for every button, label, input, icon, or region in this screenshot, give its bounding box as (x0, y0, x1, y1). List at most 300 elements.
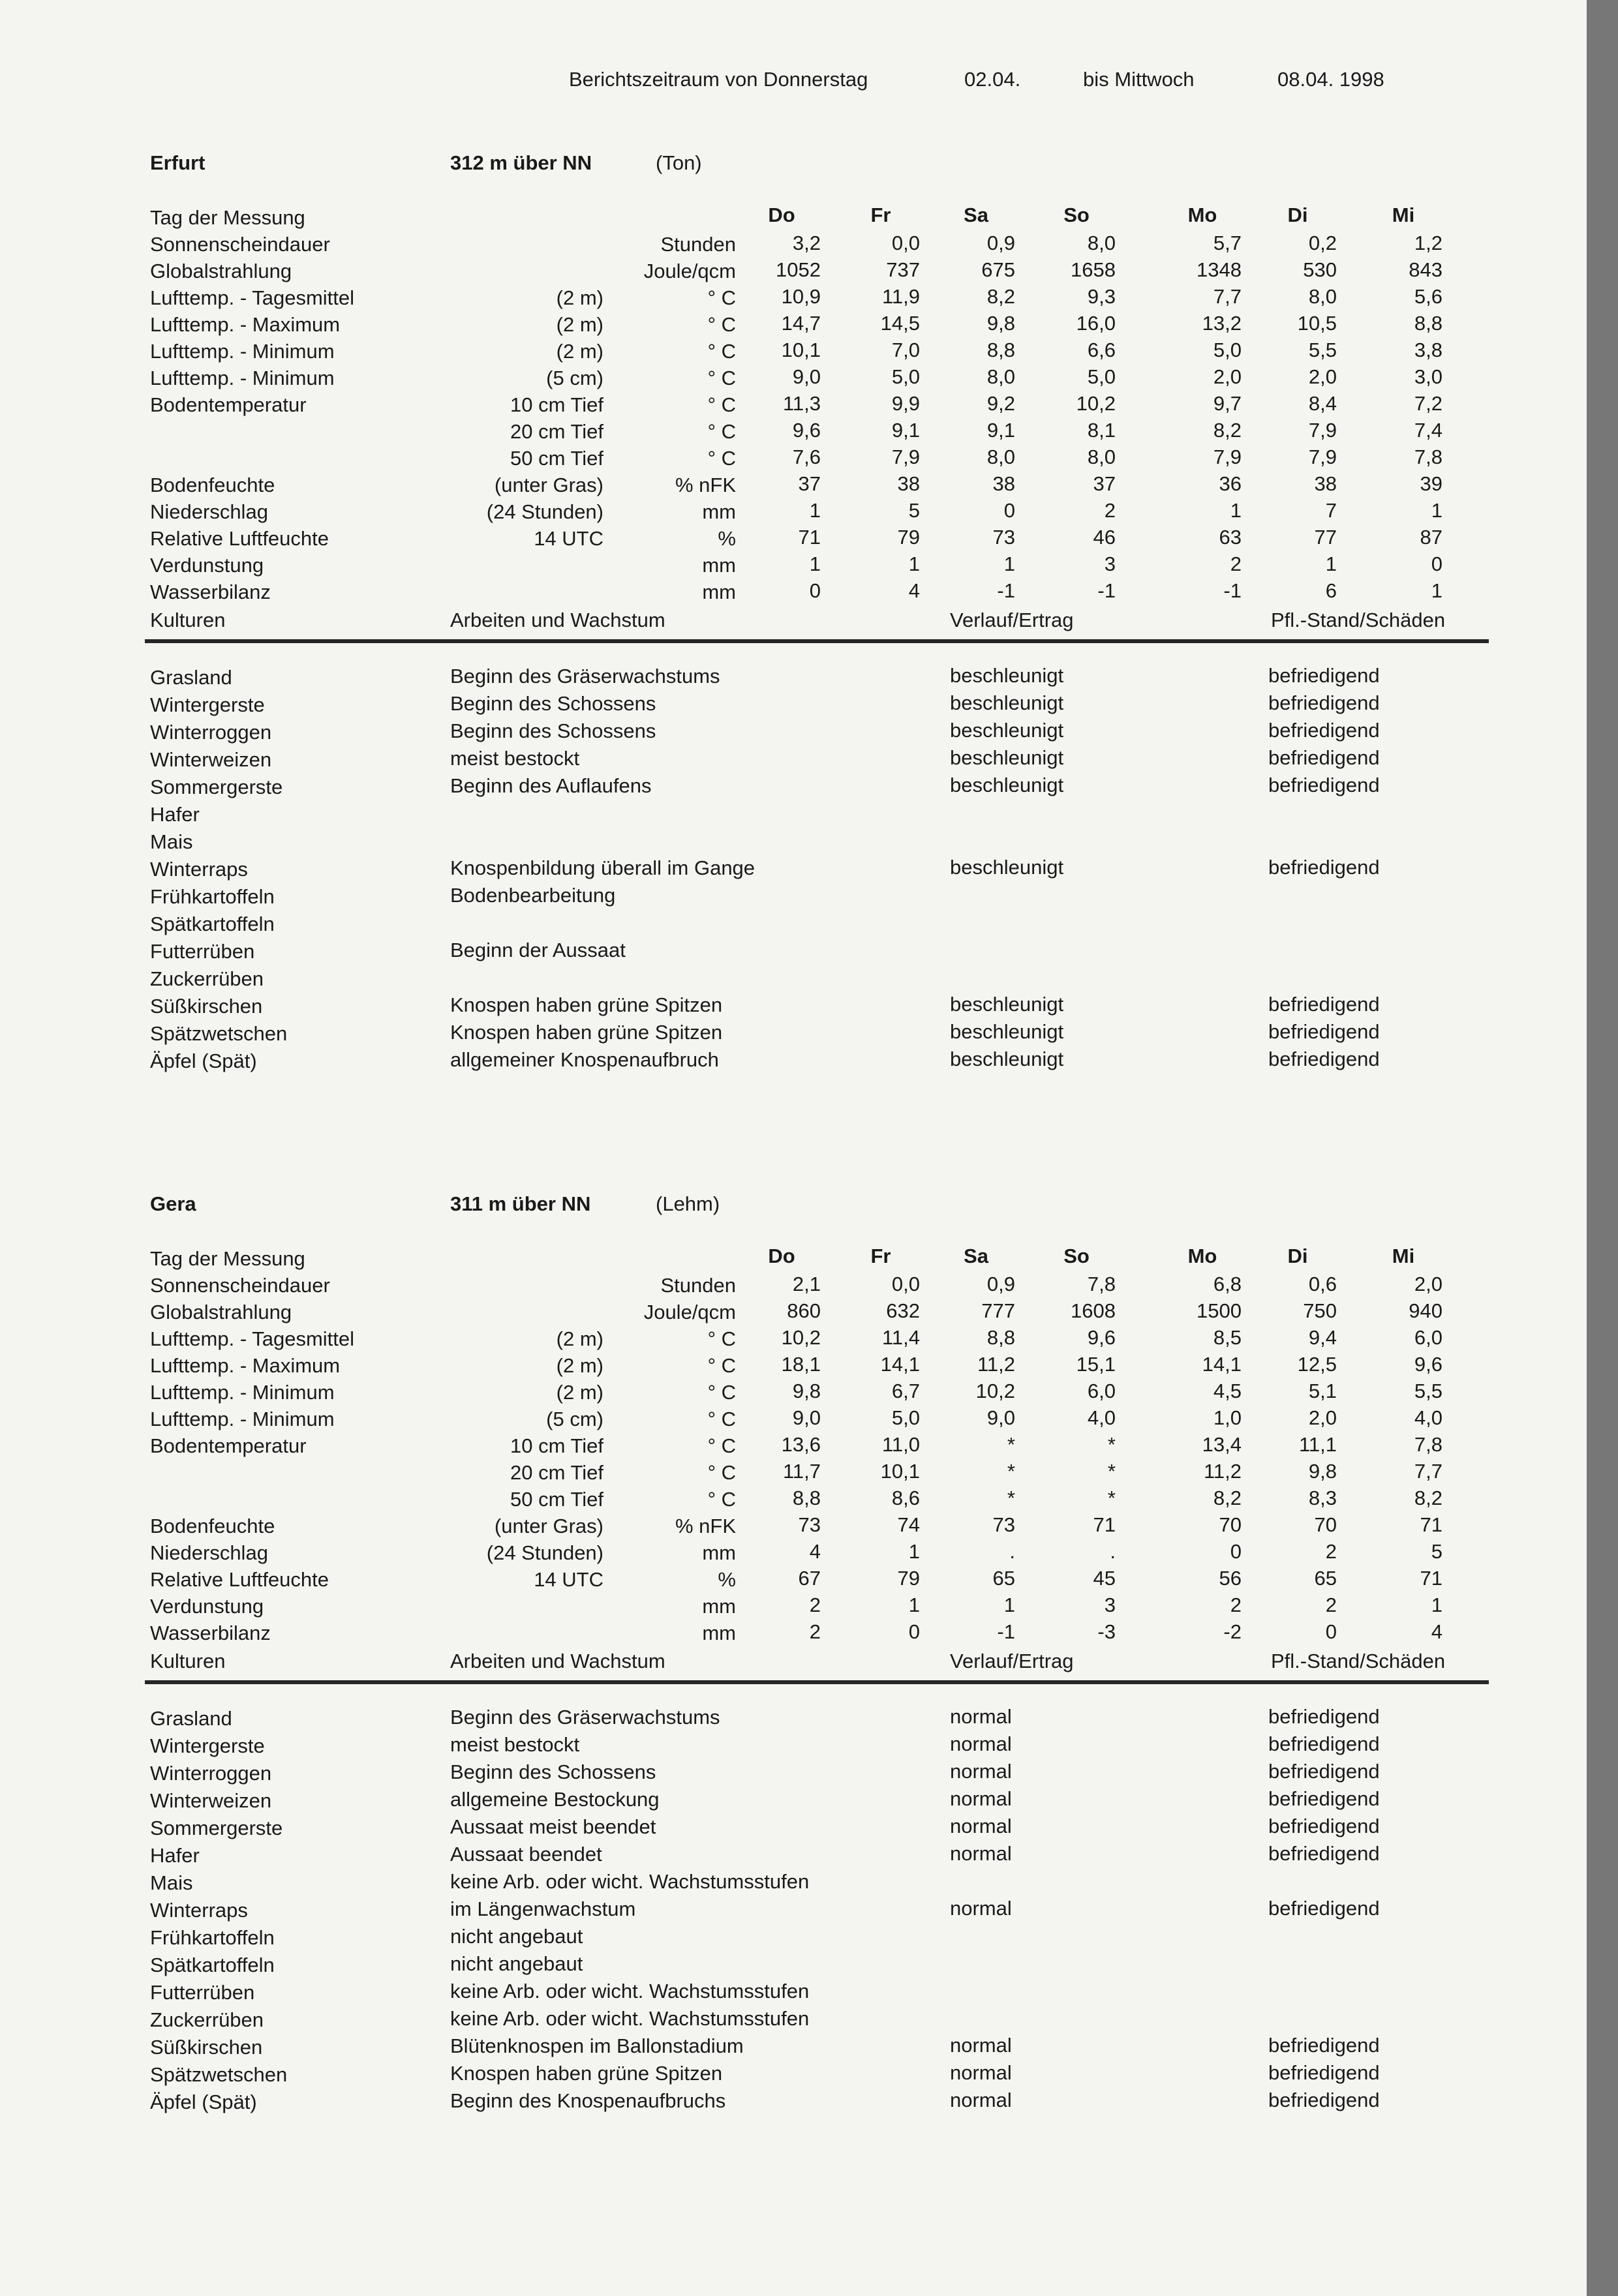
crop-row-trend: normal (950, 1760, 1012, 1783)
weather-value: 8,6 (891, 1487, 920, 1509)
weather-value: 65 (1314, 1567, 1337, 1590)
weather-value: 6,8 (1213, 1273, 1242, 1295)
weather-value: 0,9 (986, 1273, 1015, 1295)
weather-value: 1 (908, 1540, 920, 1563)
crop-row-trend: beschleunigt (950, 746, 1064, 769)
weather-value: 1,2 (1414, 232, 1442, 254)
weather-value: 9,6 (1414, 1353, 1442, 1376)
weather-value: 11,0 (881, 1433, 920, 1456)
crop-row-state: befriedigend (1268, 1020, 1380, 1043)
crop-row-name: Zuckerrüben (150, 967, 264, 990)
day-header-di: Di (1287, 1245, 1308, 1267)
weather-detail: (2 m) (556, 1327, 603, 1350)
weather-value: 1 (1003, 1594, 1015, 1616)
weather-value: 11,2 (1203, 1460, 1242, 1483)
weather-label: Globalstrahlung (150, 260, 292, 282)
crop-row-trend: normal (950, 1815, 1012, 1837)
kulturen-header-state: Pfl.-Stand/Schäden (1271, 1650, 1446, 1672)
weather-detail: 14 UTC (534, 1568, 603, 1591)
weather-value: 63 (1219, 526, 1242, 549)
weather-value: 38 (1314, 472, 1337, 495)
weather-detail: (5 cm) (546, 1408, 603, 1430)
day-header-di: Di (1287, 204, 1308, 226)
weather-value: 9,1 (891, 419, 920, 442)
crop-row-work: Bodenbearbeitung (450, 884, 616, 907)
weather-label: Relative Luftfeuchte (150, 1568, 329, 1591)
weather-value: 750 (1303, 1299, 1337, 1322)
crop-row-name: Winterroggen (150, 1762, 272, 1785)
weather-value: 1 (1003, 552, 1015, 575)
crop-row-work: Knospen haben grüne Spitzen (450, 1021, 723, 1044)
crop-row-work: meist bestockt (450, 747, 580, 770)
weather-value: 8,4 (1308, 392, 1337, 415)
weather-value: 11,3 (782, 392, 821, 415)
weather-value: 1348 (1197, 258, 1242, 281)
kulturen-header-crop: Kulturen (150, 1650, 226, 1672)
crop-row-work: Beginn des Schossens (450, 692, 656, 715)
weather-value: -1 (1223, 579, 1242, 602)
weather-value: 45 (1093, 1567, 1116, 1590)
weather-label: Verdunstung (150, 1595, 264, 1618)
weather-value: 13,4 (1202, 1433, 1242, 1456)
weather-value: 73 (798, 1513, 821, 1536)
crop-row-trend: normal (950, 2089, 1012, 2111)
weather-value: 1500 (1197, 1299, 1242, 1322)
weather-value: 2,0 (1308, 365, 1337, 388)
weather-detail: (24 Stunden) (486, 1541, 603, 1564)
weather-value: 46 (1093, 526, 1116, 549)
weather-value: 8,0 (1087, 446, 1116, 468)
crop-row-work: nicht angebaut (450, 1952, 583, 1975)
weather-value: 0,2 (1308, 232, 1337, 254)
day-header-fr: Fr (870, 204, 891, 226)
crop-row-name: Futterrüben (150, 1981, 255, 2004)
weather-unit: % nFK (675, 474, 736, 496)
weather-value: 9,3 (1087, 285, 1116, 308)
weather-value: 71 (798, 526, 821, 549)
weather-value: 2 (1230, 552, 1242, 575)
weather-value: 1608 (1071, 1299, 1116, 1322)
weather-value: -1 (997, 579, 1015, 602)
weather-unit: ° C (707, 1381, 736, 1404)
weather-value: 9,0 (986, 1406, 1015, 1429)
weather-detail: 50 cm Tief (510, 447, 603, 470)
crop-row-name: Süßkirschen (150, 2036, 263, 2059)
crop-row-work: Aussaat beendet (450, 1843, 602, 1865)
weather-unit: ° C (707, 393, 736, 416)
weather-label: Wasserbilanz (150, 581, 271, 603)
weather-value: 8,0 (1087, 232, 1116, 254)
weather-value: 1 (908, 1594, 920, 1616)
weather-value: 36 (1219, 472, 1242, 495)
crop-row-name: Süßkirschen (150, 995, 263, 1018)
crop-row-work: Beginn des Schossens (450, 719, 656, 742)
weather-value: 15,1 (1076, 1353, 1116, 1376)
crop-row-state: befriedigend (1268, 1705, 1380, 1728)
weather-value: 6,0 (1414, 1326, 1442, 1349)
weather-value: 73 (992, 1513, 1015, 1536)
weather-value: 9,9 (891, 392, 920, 415)
day-header-sa: Sa (964, 1245, 988, 1267)
weather-unit: mm (702, 581, 736, 603)
weather-value: 9,8 (986, 312, 1015, 335)
weather-value: 0,0 (891, 1273, 920, 1295)
weather-value: 13,2 (1202, 312, 1242, 335)
kulturen-header-trend: Verlauf/Ertrag (950, 609, 1074, 631)
weather-value: 1 (809, 499, 821, 522)
weather-value: * (1007, 1433, 1015, 1456)
crop-row-work: Knospen haben grüne Spitzen (450, 993, 723, 1016)
weather-label: Lufttemp. - Tagesmittel (150, 1327, 355, 1350)
weather-value: 56 (1219, 1567, 1242, 1590)
weather-value: 11,9 (881, 285, 920, 308)
crop-row-name: Spätzwetschen (150, 2063, 288, 2086)
kulturen-header-work: Arbeiten und Wachstum (450, 609, 665, 631)
weather-unit: ° C (707, 1488, 736, 1511)
weather-value: 14,5 (880, 312, 920, 335)
crop-row-name: Spätkartoffeln (150, 1954, 275, 1976)
weather-value: 71 (1093, 1513, 1116, 1536)
weather-value: 8,2 (1414, 1487, 1442, 1509)
weather-label: Lufttemp. - Maximum (150, 1354, 341, 1377)
crop-row-trend: normal (950, 1842, 1012, 1865)
station-soil: (Ton) (656, 151, 702, 174)
weather-value: 0,9 (986, 232, 1015, 254)
section-divider (145, 1680, 1489, 1684)
weather-value: 11,1 (1298, 1433, 1337, 1456)
crop-row-work: Beginn des Gräserwachstums (450, 665, 720, 687)
weather-value: 0 (908, 1620, 920, 1643)
station-elevation: 311 m über NN (450, 1192, 591, 1215)
weather-value: 2,0 (1414, 1273, 1442, 1295)
weather-value: 9,1 (986, 419, 1015, 442)
crop-row-state: befriedigend (1268, 746, 1380, 769)
weather-label: Relative Luftfeuchte (150, 527, 329, 550)
crop-row-name: Winterweizen (150, 748, 272, 771)
crop-row-work: Beginn des Knospenaufbruchs (450, 2089, 726, 2112)
weather-value: 7,9 (1308, 446, 1337, 468)
weather-value: 10,2 (975, 1380, 1015, 1402)
weather-value: 9,8 (1308, 1460, 1337, 1483)
crop-row-state: befriedigend (1268, 1760, 1380, 1783)
weather-value: 1 (1325, 552, 1337, 575)
weather-value: 87 (1420, 526, 1442, 549)
crop-row-trend: beschleunigt (950, 993, 1064, 1016)
crop-row-trend: beschleunigt (950, 664, 1064, 687)
weather-unit: % nFK (675, 1515, 736, 1537)
weather-value: 38 (992, 472, 1015, 495)
weather-detail: (2 m) (556, 1354, 603, 1377)
weather-label: Niederschlag (150, 500, 268, 523)
weather-value: 10,2 (781, 1326, 821, 1349)
crop-row-name: Wintergerste (150, 1734, 265, 1757)
weather-unit: mm (702, 500, 736, 523)
crop-row-trend: beschleunigt (950, 856, 1064, 879)
weather-value: -2 (1223, 1620, 1242, 1643)
kulturen-header-trend: Verlauf/Ertrag (950, 1650, 1074, 1672)
weather-label: Sonnenscheindauer (150, 1274, 330, 1297)
crop-row-name: Spätkartoffeln (150, 913, 275, 935)
weather-value: -3 (1097, 1620, 1116, 1643)
weather-value: 2 (809, 1594, 821, 1616)
day-header-mi: Mi (1392, 204, 1415, 226)
weather-value: 737 (886, 258, 920, 281)
weather-value: 14,1 (1202, 1353, 1242, 1376)
weather-value: 8,2 (1213, 1487, 1242, 1509)
crop-row-name: Sommergerste (150, 776, 283, 798)
crop-row-state: befriedigend (1268, 1842, 1380, 1865)
crop-row-trend: normal (950, 1705, 1012, 1728)
weather-value: 2 (1104, 499, 1116, 522)
crop-row-name: Winterroggen (150, 721, 272, 744)
weather-value: 10,1 (781, 339, 821, 361)
weather-unit: % (718, 527, 736, 550)
crop-row-work: Beginn des Schossens (450, 1760, 656, 1783)
weather-value: 4,0 (1414, 1406, 1442, 1429)
weather-value: 530 (1303, 258, 1337, 281)
weather-value: 1 (809, 552, 821, 575)
weather-value: 3 (1104, 1594, 1116, 1616)
weather-value: * (1107, 1487, 1116, 1509)
weather-label: Niederschlag (150, 1541, 268, 1564)
weather-value: 39 (1420, 472, 1442, 495)
weather-unit: mm (702, 1622, 736, 1644)
crop-row-name: Hafer (150, 803, 200, 826)
weather-value: 2,0 (1308, 1406, 1337, 1429)
crop-row-work: nicht angebaut (450, 1925, 583, 1948)
crop-row-work: keine Arb. oder wicht. Wachstumsstufen (450, 2007, 810, 2030)
weather-unit: ° C (707, 340, 736, 363)
weather-value: 9,0 (792, 365, 821, 388)
crop-row-name: Zuckerrüben (150, 2008, 264, 2031)
weather-value: -1 (1097, 579, 1116, 602)
weather-value: 14,1 (880, 1353, 920, 1376)
crop-row-name: Grasland (150, 666, 232, 689)
crop-row-state: befriedigend (1268, 1787, 1380, 1810)
weather-value: 7,0 (891, 339, 920, 361)
weather-value: 5 (1431, 1540, 1442, 1563)
weather-detail: 50 cm Tief (510, 1488, 603, 1511)
kulturen-header-crop: Kulturen (150, 609, 226, 631)
weather-value: 7,7 (1414, 1460, 1442, 1483)
weather-detail: (2 m) (556, 340, 603, 363)
weather-value: 7,9 (1213, 446, 1242, 468)
weather-label: Sonnenscheindauer (150, 233, 330, 256)
weather-value: 860 (787, 1299, 821, 1322)
weather-value: 9,6 (1087, 1326, 1116, 1349)
weather-detail: (unter Gras) (494, 474, 603, 496)
day-header-mi: Mi (1392, 1245, 1415, 1267)
weather-value: 675 (981, 258, 1015, 281)
weather-value: 10,1 (880, 1460, 920, 1483)
crop-row-trend: normal (950, 1732, 1012, 1755)
crop-row-work: Knospen haben grüne Spitzen (450, 2062, 723, 2085)
crop-row-work: keine Arb. oder wicht. Wachstumsstufen (450, 1980, 810, 2002)
weather-value: 8,0 (986, 365, 1015, 388)
crop-row-trend: beschleunigt (950, 1020, 1064, 1043)
day-header-so: So (1063, 1245, 1090, 1267)
weather-value: 940 (1409, 1299, 1442, 1322)
weather-value: 7,8 (1414, 446, 1442, 468)
crop-row-trend: normal (950, 2061, 1012, 2084)
day-header-do: Do (768, 204, 795, 226)
weather-value: 16,0 (1076, 312, 1116, 335)
weather-detail: (2 m) (556, 1381, 603, 1404)
weather-value: 0 (1003, 499, 1015, 522)
weather-value: 9,8 (792, 1380, 821, 1402)
weather-value: 9,4 (1308, 1326, 1337, 1349)
weather-detail: (5 cm) (546, 367, 603, 389)
crop-row-work: Beginn der Aussaat (450, 939, 626, 961)
weather-value: . (1110, 1540, 1116, 1563)
weather-value: 6,0 (1087, 1380, 1116, 1402)
crop-row-state: befriedigend (1268, 664, 1380, 687)
weather-value: 1,0 (1213, 1406, 1242, 1429)
weather-value: 5,0 (891, 1406, 920, 1429)
weather-value: 8,8 (986, 339, 1015, 361)
crop-row-work: Beginn des Auflaufens (450, 774, 652, 797)
weather-value: 5,5 (1414, 1380, 1442, 1402)
weather-value: 8,3 (1308, 1487, 1337, 1509)
weather-unit: ° C (707, 1408, 736, 1430)
weather-value: 8,0 (1308, 285, 1337, 308)
crop-row-name: Wintergerste (150, 693, 265, 716)
weather-value: 10,2 (1076, 392, 1116, 415)
weather-unit: ° C (707, 1434, 736, 1457)
crop-row-name: Winterweizen (150, 1789, 272, 1812)
weather-unit: ° C (707, 420, 736, 443)
station-name: Erfurt (150, 151, 206, 174)
crop-row-name: Spätzwetschen (150, 1022, 288, 1045)
weather-value: 8,8 (1414, 312, 1442, 335)
weather-label: Lufttemp. - Tagesmittel (150, 286, 355, 309)
weather-value: 7,8 (1414, 1433, 1442, 1456)
weather-value: 1 (1230, 499, 1242, 522)
weather-value: 7,6 (792, 446, 821, 468)
crop-row-trend: beschleunigt (950, 1048, 1064, 1070)
crop-row-state: befriedigend (1268, 691, 1380, 714)
weather-value: 5,0 (1087, 365, 1116, 388)
day-header-sa: Sa (964, 204, 988, 226)
weather-value: 74 (897, 1513, 920, 1536)
weather-detail: (24 Stunden) (486, 500, 603, 523)
weather-value: 7,7 (1213, 285, 1242, 308)
crop-row-name: Hafer (150, 1844, 200, 1867)
crop-row-name: Äpfel (Spät) (150, 2091, 257, 2113)
weather-value: 2 (1325, 1540, 1337, 1563)
weather-label: Lufttemp. - Minimum (150, 1408, 335, 1430)
weather-value: 38 (897, 472, 920, 495)
weather-value: 14,7 (781, 312, 821, 335)
weather-unit: ° C (707, 367, 736, 389)
weather-label: Wasserbilanz (150, 1622, 271, 1644)
crop-row-name: Mais (150, 1871, 193, 1894)
crop-row-name: Winterraps (150, 858, 248, 881)
weather-label: Bodenfeuchte (150, 1515, 275, 1537)
station-soil: (Lehm) (656, 1192, 720, 1215)
weather-value: 1 (1431, 1594, 1442, 1616)
weather-value: 2 (1325, 1594, 1337, 1616)
weather-value: 4 (1431, 1620, 1442, 1643)
crop-row-state: befriedigend (1268, 1897, 1380, 1920)
weather-value: 71 (1420, 1567, 1442, 1590)
weather-value: 5,0 (1213, 339, 1242, 361)
weather-value: 4,5 (1213, 1380, 1242, 1402)
weather-value: 1052 (776, 258, 821, 281)
weather-value: 8,8 (986, 1326, 1015, 1349)
weather-label: Lufttemp. - Minimum (150, 367, 335, 389)
crop-row-work: allgemeiner Knospenaufbruch (450, 1048, 719, 1071)
crop-row-state: befriedigend (1268, 856, 1380, 879)
weather-value: 2 (1230, 1594, 1242, 1616)
weather-value: . (1009, 1540, 1015, 1563)
weather-detail: (2 m) (556, 313, 603, 336)
period-label: Berichtszeitraum von Donnerstag (569, 68, 868, 91)
weather-value: 4,0 (1087, 1406, 1116, 1429)
date-to: 08.04. 1998 (1277, 68, 1384, 91)
weather-value: 0,0 (891, 232, 920, 254)
crop-row-state: befriedigend (1268, 993, 1380, 1016)
station-name: Gera (150, 1192, 196, 1215)
weather-value: 9,7 (1213, 392, 1242, 415)
weather-value: 7 (1325, 499, 1337, 522)
crop-row-state: befriedigend (1268, 719, 1380, 742)
weather-value: 3,8 (1414, 339, 1442, 361)
weather-value: 8,5 (1213, 1326, 1242, 1349)
crop-row-work: Beginn des Gräserwachstums (450, 1706, 720, 1729)
crop-row-trend: normal (950, 1787, 1012, 1810)
day-header-mo: Mo (1187, 1245, 1217, 1267)
crop-row-name: Winterraps (150, 1899, 248, 1922)
weather-value: 4 (908, 579, 920, 602)
weather-value: 8,8 (792, 1487, 821, 1509)
weather-value: 8,1 (1087, 419, 1116, 442)
weather-value: 11,4 (881, 1326, 920, 1349)
weather-unit: mm (702, 1595, 736, 1618)
weather-detail: 20 cm Tief (510, 1461, 603, 1484)
weather-value: 11,7 (782, 1460, 821, 1483)
weather-value: 5,6 (1414, 285, 1442, 308)
weather-value: 0 (1325, 1620, 1337, 1643)
weather-detail: (unter Gras) (494, 1515, 603, 1537)
crop-row-work: Aussaat meist beendet (450, 1815, 656, 1838)
weather-label: Globalstrahlung (150, 1301, 292, 1323)
weather-value: 71 (1420, 1513, 1442, 1536)
weather-value: 7,9 (1308, 419, 1337, 442)
crop-row-trend: normal (950, 2034, 1012, 2057)
weather-value: 0 (809, 579, 821, 602)
weather-value: 5,1 (1308, 1380, 1337, 1402)
kulturen-header-state: Pfl.-Stand/Schäden (1271, 609, 1446, 631)
weather-value: 7,8 (1087, 1273, 1116, 1295)
crop-row-name: Grasland (150, 1707, 232, 1730)
weather-value: 6 (1325, 579, 1337, 602)
weather-value: 77 (1314, 526, 1337, 549)
weather-value: 12,5 (1297, 1353, 1337, 1376)
crop-row-state: befriedigend (1268, 2061, 1380, 2084)
weather-value: 2,1 (792, 1273, 821, 1295)
weather-value: 1 (908, 552, 920, 575)
weather-label: Bodentemperatur (150, 1434, 307, 1457)
weather-value: * (1007, 1487, 1015, 1509)
weather-value: 2,0 (1213, 365, 1242, 388)
weather-value: 6,6 (1087, 339, 1116, 361)
weather-value: 5,7 (1213, 232, 1242, 254)
weather-value: 4 (809, 1540, 821, 1563)
weather-value: 8,2 (986, 285, 1015, 308)
section-divider (145, 639, 1489, 643)
crop-row-name: Frühkartoffeln (150, 1926, 275, 1949)
